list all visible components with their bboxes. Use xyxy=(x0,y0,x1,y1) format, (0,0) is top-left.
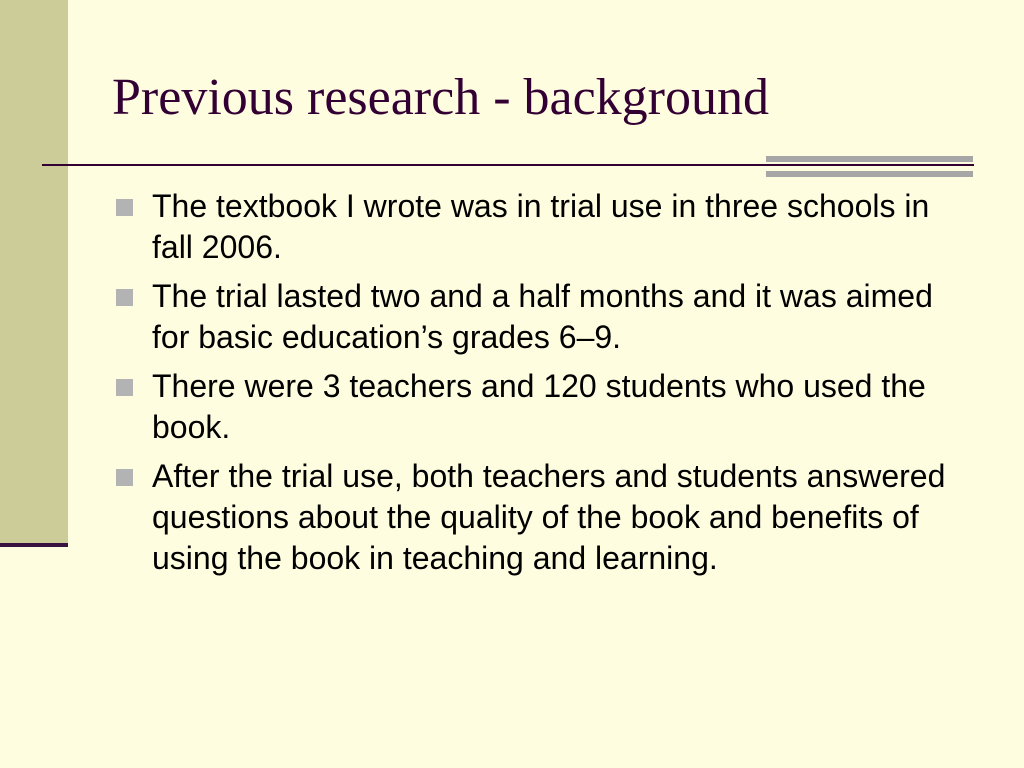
square-bullet-icon xyxy=(116,289,133,306)
square-bullet-icon xyxy=(116,469,133,486)
title-divider xyxy=(42,164,974,166)
bullet-text: There were 3 teachers and 120 students who used the book. xyxy=(152,368,926,445)
slide-title: Previous research - background xyxy=(112,69,769,126)
title-divider-accent-bottom xyxy=(766,171,973,177)
bullet-item xyxy=(116,276,976,358)
bullet-item xyxy=(116,366,976,448)
title-divider-accent-top xyxy=(766,156,973,162)
bullet-text: The trial lasted two and a half months and it was aimed for basic education’s grades 6–9. xyxy=(152,278,933,355)
square-bullet-icon xyxy=(116,379,133,396)
bullet-text: The textbook I wrote was in trial use in three schools in fall 2006. xyxy=(152,188,930,265)
square-bullet-icon xyxy=(116,199,133,216)
left-accent-line xyxy=(0,543,68,547)
bullet-list xyxy=(116,186,976,587)
bullet-item xyxy=(116,186,976,268)
bullet-item xyxy=(116,456,976,579)
left-decorative-band xyxy=(0,0,68,545)
bullet-text: After the trial use, both teachers and students answered questions about the quality of the book and benefits of using the book in teaching and learning. xyxy=(152,458,946,576)
